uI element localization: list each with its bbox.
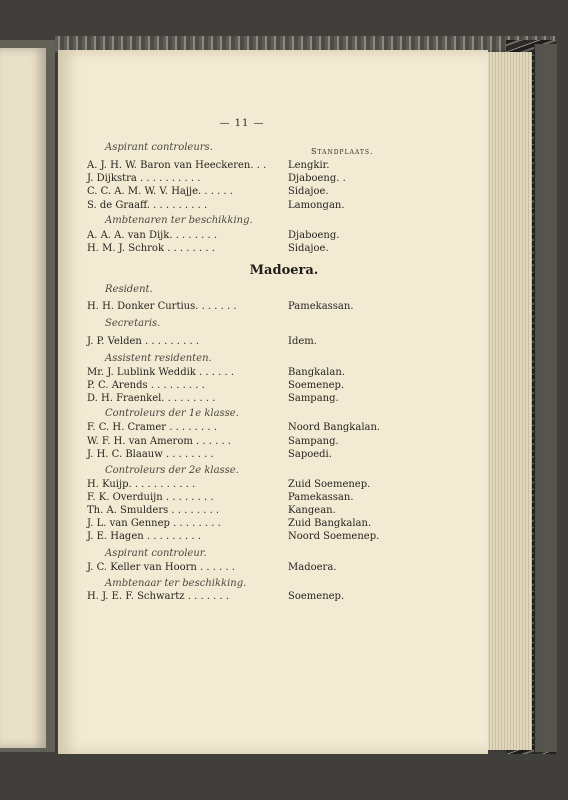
official-row xyxy=(87,449,387,462)
official-name: J. P. Velden . . . . . . . . . xyxy=(87,336,200,347)
official-row xyxy=(87,436,387,449)
official-standplaats: Pamekassan. xyxy=(288,492,354,503)
official-row xyxy=(87,200,387,213)
official-standplaats: Soemenep. xyxy=(288,591,345,602)
page-stack-edge xyxy=(484,52,532,750)
category-heading: Resident. xyxy=(105,284,153,295)
official-name: A. J. H. W. Baron van Heeckeren. . . xyxy=(87,160,267,171)
category-heading: Assistent residenten. xyxy=(105,353,212,364)
official-standplaats: Noord Soemenep. xyxy=(288,531,380,542)
official-standplaats: Djaboeng. . xyxy=(288,173,346,184)
official-name: H. Kuijp. . . . . . . . . . . xyxy=(87,479,196,490)
official-row xyxy=(87,505,387,518)
official-row xyxy=(87,301,387,314)
official-standplaats: Lamongan. xyxy=(288,200,345,211)
official-row xyxy=(87,186,387,199)
official-row xyxy=(87,492,387,505)
official-name: S. de Graaff. . . . . . . . . . xyxy=(87,200,208,211)
official-standplaats: Pamekassan. xyxy=(288,301,354,312)
official-standplaats: Sampang. xyxy=(288,393,339,404)
official-name: J. L. van Gennep . . . . . . . . xyxy=(87,518,221,529)
category-heading: Secretaris. xyxy=(105,318,161,329)
official-row xyxy=(87,591,387,604)
official-row xyxy=(87,422,387,435)
column-header-standplaats: Standplaats. xyxy=(311,147,374,156)
official-row xyxy=(87,562,387,575)
official-name: J. C. Keller van Hoorn . . . . . . xyxy=(87,562,235,573)
official-name: H. M. J. Schrok . . . . . . . . xyxy=(87,243,215,254)
official-name: D. H. Fraenkel. . . . . . . . . xyxy=(87,393,216,404)
official-name: H. J. E. F. Schwartz . . . . . . . xyxy=(87,591,230,602)
official-standplaats: Lengkir. xyxy=(288,160,330,171)
official-name: P. C. Arends . . . . . . . . . xyxy=(87,380,205,391)
official-row xyxy=(87,518,387,531)
left-page-edge xyxy=(0,48,46,748)
category-heading: Controleurs der 1e klasse. xyxy=(105,408,239,419)
cover-spine xyxy=(534,44,557,752)
category-heading: Ambtenaren ter beschikking. xyxy=(105,215,253,226)
official-row xyxy=(87,336,387,349)
official-name: Mr. J. Lublink Weddik . . . . . . xyxy=(87,367,235,378)
official-name: W. F. H. van Amerom . . . . . . xyxy=(87,436,231,447)
official-standplaats: Sidajoe. xyxy=(288,186,329,197)
page-number: — 11 — xyxy=(219,118,265,129)
official-row xyxy=(87,479,387,492)
category-heading: Aspirant controleurs. xyxy=(105,142,213,153)
official-standplaats: Sidajoe. xyxy=(288,243,329,254)
official-standplaats: Soemenep. xyxy=(288,380,345,391)
section-title: Madoera. xyxy=(249,263,319,278)
official-name: J. H. C. Blaauw . . . . . . . . xyxy=(87,449,214,460)
official-row xyxy=(87,173,387,186)
official-standplaats: Idem. xyxy=(288,336,317,347)
category-heading: Ambtenaar ter beschikking. xyxy=(105,578,247,589)
official-name: C. C. A. M. W. V. Hajje. . . . . . xyxy=(87,186,233,197)
category-heading: Controleurs der 2e klasse. xyxy=(105,465,239,476)
official-row xyxy=(87,230,387,243)
official-name: H. H. Donker Curtius. . . . . . . xyxy=(87,301,237,312)
official-row xyxy=(87,367,387,380)
official-standplaats: Sampang. xyxy=(288,436,339,447)
official-standplaats: Madoera. xyxy=(288,562,337,573)
official-name: F. K. Overduijn . . . . . . . . xyxy=(87,492,214,503)
official-name: Th. A. Smulders . . . . . . . . xyxy=(87,505,220,516)
official-standplaats: Noord Bangkalan. xyxy=(288,422,381,433)
official-row xyxy=(87,380,387,393)
official-standplaats: Sapoedi. xyxy=(288,449,332,460)
official-row xyxy=(87,531,387,544)
official-standplaats: Bangkalan. xyxy=(288,367,345,378)
category-heading: Aspirant controleur. xyxy=(105,548,207,559)
official-standplaats: Zuid Bangkalan. xyxy=(288,518,372,529)
official-row xyxy=(87,160,387,173)
official-row xyxy=(87,393,387,406)
official-name: A. A. A. van Dijk. . . . . . . . xyxy=(87,230,218,241)
official-name: J. Dijkstra . . . . . . . . . . xyxy=(87,173,201,184)
official-name: F. C. H. Cramer . . . . . . . . xyxy=(87,422,217,433)
official-standplaats: Djaboeng. xyxy=(288,230,340,241)
official-standplaats: Kangean. xyxy=(288,505,336,516)
official-standplaats: Zuid Soemenep. xyxy=(288,479,371,490)
official-row xyxy=(87,243,387,256)
official-name: J. E. Hagen . . . . . . . . . xyxy=(87,531,201,542)
